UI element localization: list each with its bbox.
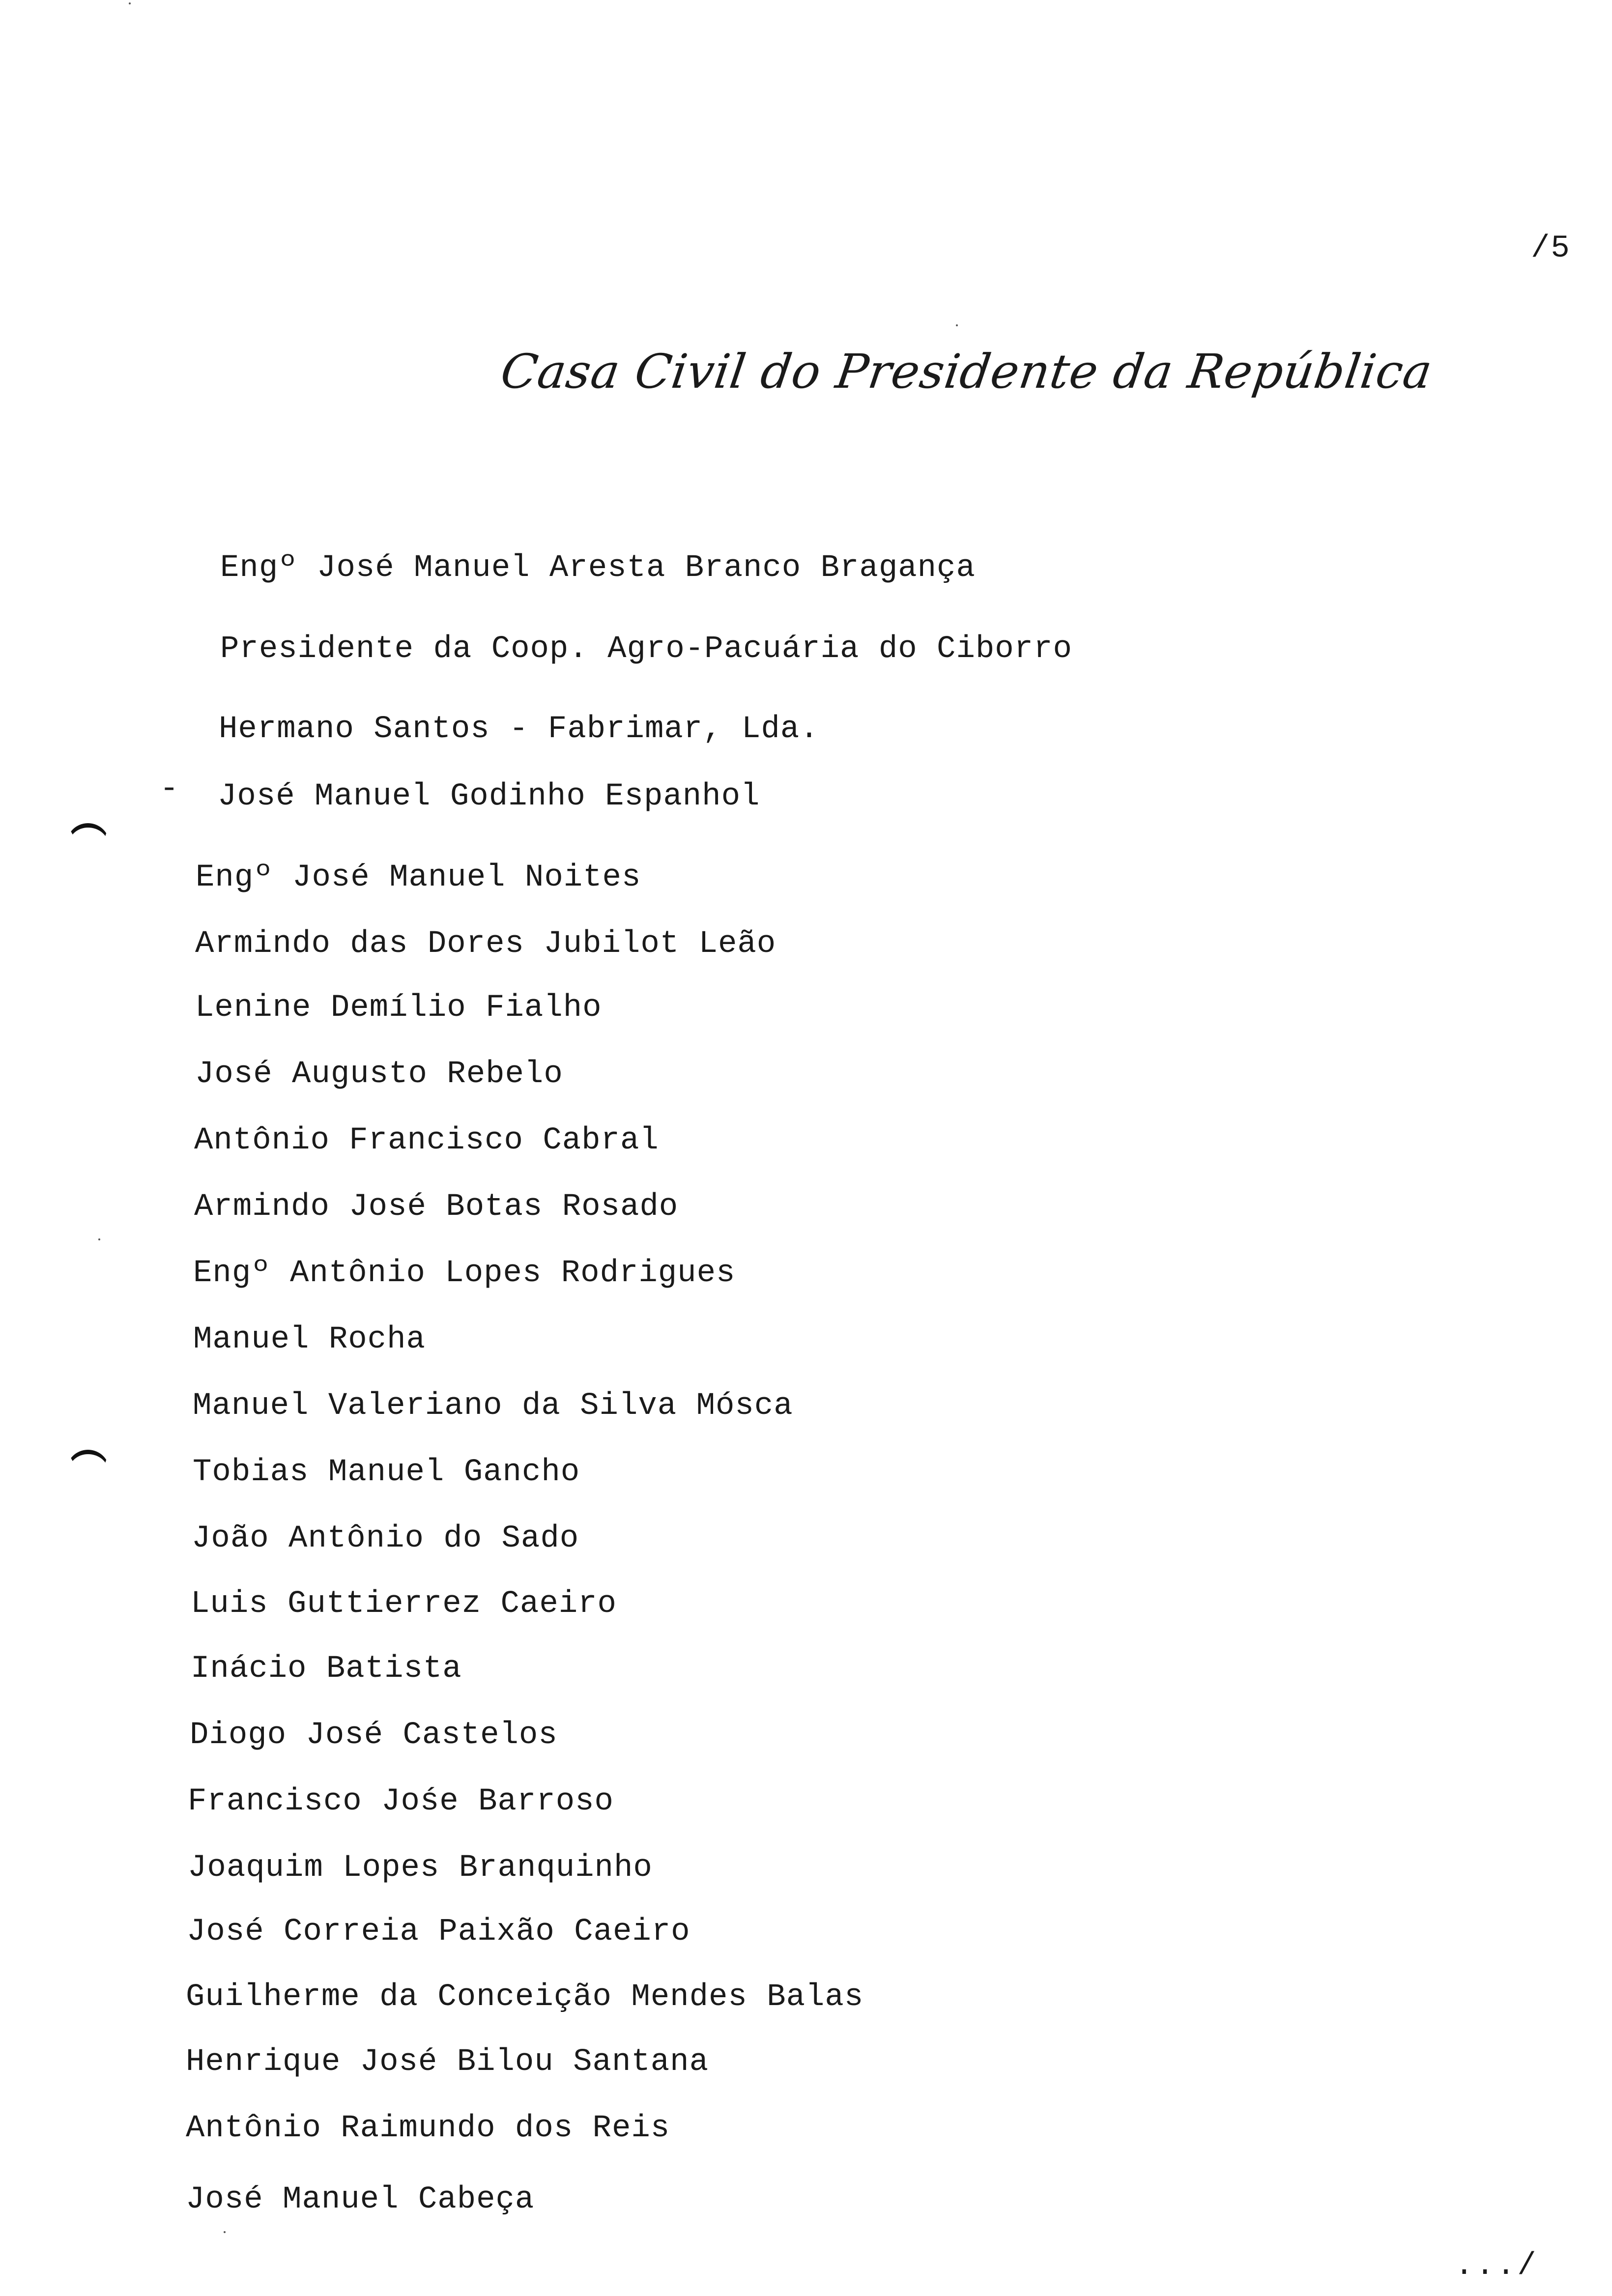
list-item: José Manuel Cabeça bbox=[186, 2182, 535, 2217]
page-number: /5 bbox=[1531, 231, 1571, 266]
list-item: Engº Antônio Lopes Rodrigues bbox=[193, 1256, 736, 1291]
list-item: Manuel Valeriano da Silva Mósca bbox=[193, 1388, 793, 1424]
continuation-mark: .../ bbox=[1455, 2248, 1538, 2284]
list-item: Engº José Manuel Aresta Branco Bragança bbox=[220, 550, 976, 586]
list-item: Armindo José Botas Rosado bbox=[194, 1189, 679, 1225]
list-item: Lenine Demílio Fialho bbox=[195, 990, 602, 1026]
list-item: Francisco Jośe Barroso bbox=[188, 1784, 614, 1819]
list-item: Inácio Batista bbox=[191, 1651, 462, 1687]
list-item: Antônio Francisco Cabral bbox=[194, 1123, 659, 1158]
list-item: José Correia Paixão Caeiro bbox=[187, 1914, 691, 1950]
list-item: Luis Guttierrez Caeiro bbox=[191, 1586, 617, 1622]
list-item: José Augusto Rebelo bbox=[195, 1057, 563, 1092]
list-item: Engº José Manuel Noites bbox=[196, 860, 641, 895]
list-item: Henrique José Bilou Santana bbox=[186, 2044, 709, 2080]
list-item: Joaquim Lopes Branquinho bbox=[188, 1850, 653, 1886]
list-item: Antônio Raimundo dos Reis bbox=[186, 2111, 670, 2146]
list-item: João Antônio do Sado bbox=[192, 1521, 579, 1556]
list-item: Tobias Manuel Gancho bbox=[193, 1455, 580, 1490]
list-item: José Manuel Godinho Espanhol bbox=[218, 779, 760, 814]
list-item: Guilherme da Conceição Mendes Balas bbox=[186, 1980, 864, 2015]
list-item: Diogo José Castelos bbox=[190, 1718, 558, 1753]
list-item: Hermano Santos - Fabrimar, Lda. bbox=[219, 712, 819, 747]
list-item: Manuel Rocha bbox=[193, 1322, 426, 1357]
list-item: Armindo das Dores Jubilot Leão bbox=[195, 926, 777, 962]
list-item: Presidente da Coop. Agro-Pacuária do Ciborro bbox=[220, 631, 1072, 667]
letterhead-title: Casa Civil do Presidente da República bbox=[497, 344, 1436, 399]
dash-mark: - bbox=[160, 772, 179, 807]
